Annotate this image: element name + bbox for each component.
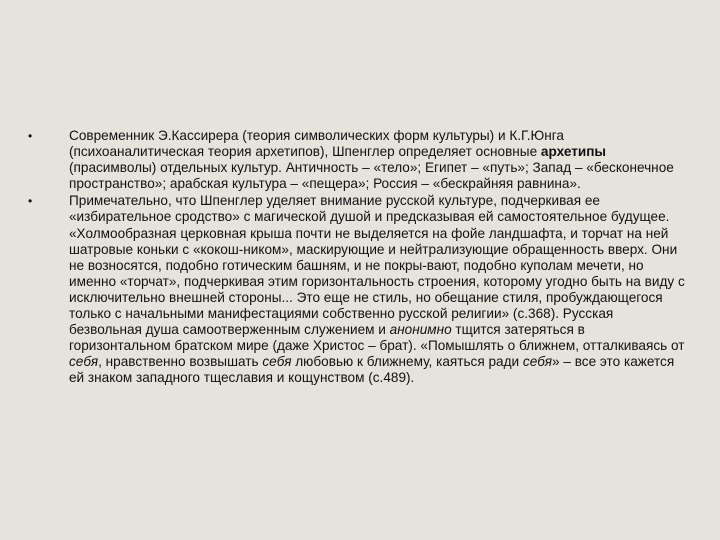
text-segment-italic: себя: [262, 354, 292, 370]
bullet-list: [28, 128, 688, 388]
text-segment: (прасимволы) отдельных культур. Античность – «тело»; Египет – «путь»; Запад – «бесконечное пространство»; арабская культура – «пещера»; Россия – «бескрайняя равнина».: [69, 160, 674, 192]
bullet-item-cultural-archetypes: [28, 128, 688, 192]
text-segment: , нравственно возвышать: [98, 354, 263, 370]
text-segment-italic: анонимно: [389, 322, 452, 338]
text-segment: тщится затеряться в горизонтальном братском мире (даже Христос – брат). «Помышлять о ближнем, отталкиваясь от: [69, 322, 685, 354]
bullet-text: [69, 193, 688, 386]
text-segment-italic: себя: [69, 354, 99, 370]
text-segment: Примечательно, что Шпенглер уделяет внимание русской культуре, подчеркивая ее «избирательное сродство» с магической душой и предсказывая ей самостоятельное будущее. «Холмообразная церковная крыша почти не выделяется на фойе ландшафта, и торчат на ней шатровые коньки с «кокош-ником», маскирующие и нейтрализующие обращенность вверх. Они не возносятся, подобно готическим башням, и не покры-вают, подобно куполам мечети, но именно «торчат», подчеркивая этим горизонтальность строения, которому угодно быть на виду с исключительно внешней стороны... Это еще не стиль, но обещание стиля, пробуждающегося только с начальными манифестациями собственно русской религии» (с.368). Русская безвольная душа самоотверженным служением и: [69, 193, 685, 338]
text-segment-italic: себя: [522, 354, 553, 370]
text-segment: Современник Э.Кассирера (теория символических форм культуры) и К.Г.Юнга (психоаналитическая теория архетипов), Шпенглер определяет основные: [69, 128, 564, 160]
bullet-marker: •: [28, 194, 33, 209]
text-segment: любовью к ближнему, каяться ради: [291, 354, 523, 370]
bullet-marker: •: [28, 129, 33, 143]
text-segment-bold: архетипы: [540, 144, 607, 160]
text-segment: » – все это кажется ей знаком западного тщеславия и кощунством (с.489).: [69, 354, 675, 386]
bullet-text: [69, 128, 688, 192]
bullet-item-russian-culture: [28, 193, 688, 386]
